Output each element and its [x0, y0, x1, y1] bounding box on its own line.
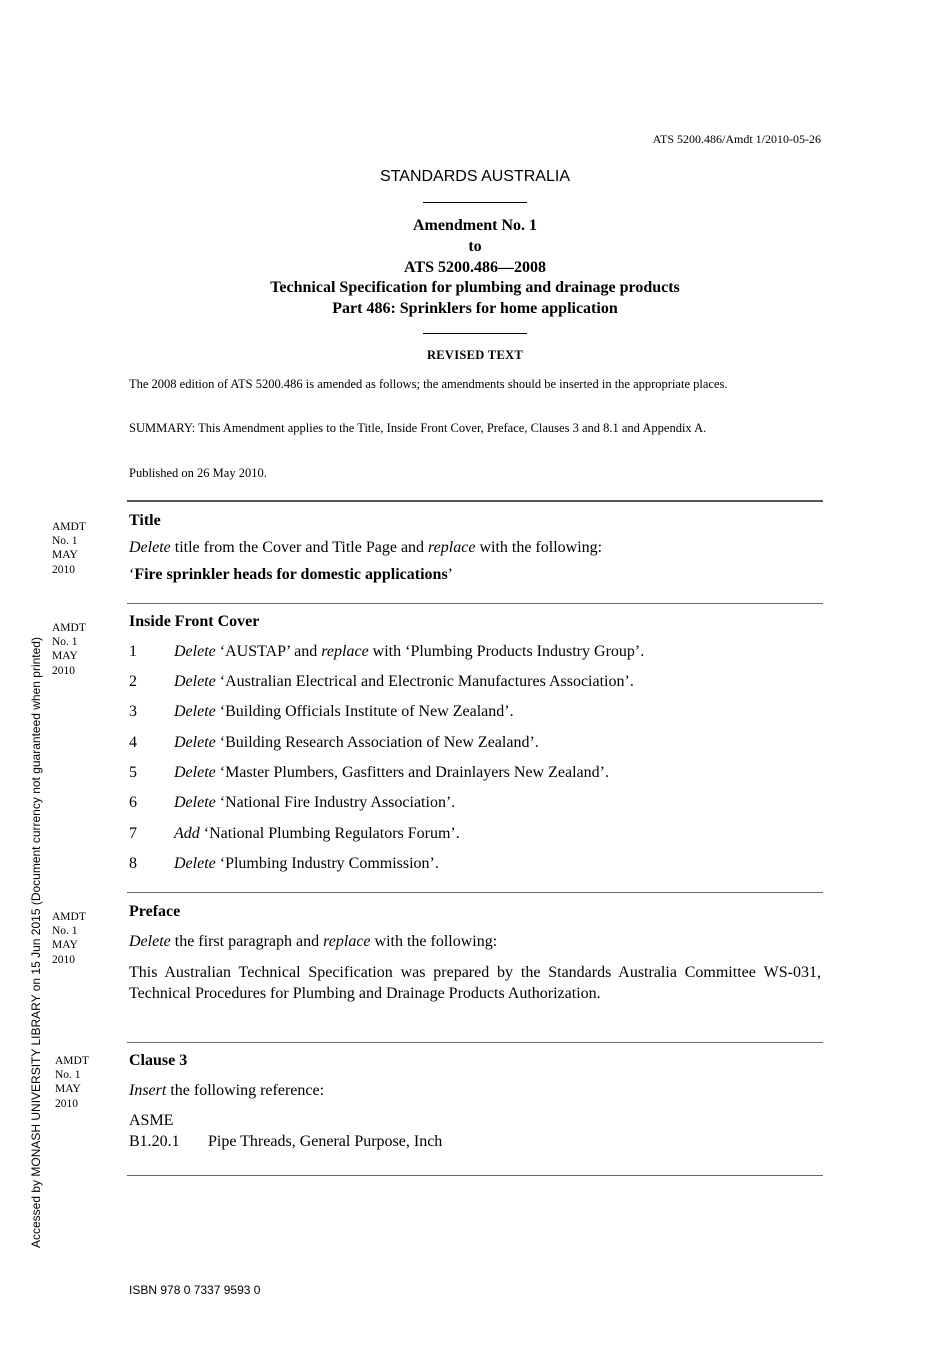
instruction-verb: Add	[174, 825, 200, 842]
instruction-text: the first paragraph and	[170, 933, 324, 950]
revised-text-heading: REVISED TEXT	[426, 348, 524, 362]
isbn: ISBN 978 0 7337 9593 0	[129, 1283, 261, 1297]
published-date: Published on 26 May 2010.	[129, 466, 267, 480]
instruction-text: with the following:	[475, 539, 603, 556]
list-item	[174, 734, 539, 752]
list-item	[174, 764, 609, 782]
new-title	[129, 566, 453, 584]
amdt-margin-note	[52, 621, 86, 678]
title-instruction	[129, 539, 602, 557]
title-line-spec: Technical Specification for plumbing and drainage products	[270, 279, 680, 297]
list-item-text: ‘National Fire Industry Association’.	[215, 794, 456, 811]
intro-paragraph: The 2008 edition of ATS 5200.486 is amended as follows; the amendments should be inserted in the appropriate places.	[129, 377, 728, 391]
section-rule	[127, 500, 823, 502]
instruction-verb: replace	[428, 539, 476, 556]
list-item	[174, 855, 439, 873]
amdt-number: No. 1	[52, 535, 78, 548]
amdt-year: 2010	[55, 1097, 78, 1110]
list-item-number: 6	[129, 794, 137, 811]
section-rule	[127, 892, 823, 893]
header-divider	[423, 202, 527, 203]
reference-code: B1.20.1	[129, 1133, 180, 1150]
amdt-month: MAY	[52, 650, 78, 663]
list-item-number: 5	[129, 764, 137, 781]
instruction-text: with the following:	[370, 933, 498, 950]
instruction-verb: Delete	[174, 703, 216, 720]
section-heading-clause-3: Clause 3	[129, 1052, 188, 1069]
instruction-verb: replace	[323, 933, 371, 950]
list-item-number: 2	[129, 673, 137, 690]
instruction-verb: Delete	[174, 764, 216, 781]
title-line-part: Part 486: Sprinklers for home application	[332, 300, 618, 318]
amdt-margin-note	[52, 910, 86, 967]
list-item	[174, 673, 634, 691]
list-item-text: with ‘Plumbing Products Industry Group’.	[368, 643, 645, 660]
amdt-month: MAY	[52, 939, 78, 952]
list-item	[174, 643, 644, 661]
instruction-verb: Delete	[174, 794, 216, 811]
amdt-year: 2010	[52, 664, 75, 677]
list-item-number: 8	[129, 855, 137, 872]
summary-paragraph: SUMMARY: This Amendment applies to the Title, Inside Front Cover, Preface, Clauses 3 and 8.1 and Appendix A.	[129, 421, 707, 435]
amendment-title-block	[0, 216, 950, 320]
section-heading-title: Title	[129, 512, 161, 529]
amdt-margin-note	[52, 520, 86, 577]
amdt-label: AMDT	[55, 1055, 89, 1067]
amdt-margin-note	[55, 1054, 89, 1111]
title-divider	[423, 333, 527, 334]
list-item-text: ‘Building Officials Institute of New Zealand’.	[215, 703, 514, 720]
title-line-amendment: Amendment No. 1	[413, 217, 537, 234]
list-item-text: ‘Plumbing Industry Commission’.	[215, 855, 439, 872]
section-heading-preface: Preface	[129, 903, 181, 920]
list-item	[174, 825, 460, 843]
list-item-text: ‘Australian Electrical and Electronic Manufactures Association’.	[215, 673, 634, 690]
list-item-text: ‘Master Plumbers, Gasfitters and Drainlayers New Zealand’.	[215, 764, 609, 781]
instruction-verb: Delete	[174, 673, 216, 690]
instruction-verb: Delete	[129, 539, 171, 556]
instruction-verb: Insert	[129, 1082, 167, 1099]
access-watermark: Accessed by MONASH UNIVERSITY LIBRARY on 15 Jun 2015 (Document currency not guaranteed when printed)	[29, 637, 43, 1248]
quote-mark: ’	[447, 566, 453, 583]
preface-instruction	[129, 933, 497, 951]
instruction-verb: Delete	[174, 734, 216, 751]
section-rule	[127, 1175, 823, 1176]
amdt-label: AMDT	[52, 911, 86, 923]
amdt-label: AMDT	[52, 622, 86, 634]
preface-replacement-text: This Australian Technical Specification was prepared by the Standards Australia Committee WS-031, Technical Procedures for Plumbing and Drainage Products Authorization.	[129, 964, 821, 1002]
title-line-standard: ATS 5200.486—2008	[404, 258, 546, 276]
reference-organization: ASME	[129, 1112, 174, 1129]
list-item-number: 3	[129, 703, 137, 720]
instruction-verb: replace	[321, 643, 369, 660]
amdt-month: MAY	[52, 549, 78, 562]
list-item-text: ‘AUSTAP’ and	[215, 643, 322, 660]
list-item	[174, 703, 514, 721]
title-line-to: to	[468, 237, 482, 255]
amdt-number: No. 1	[52, 925, 78, 938]
list-item-number: 1	[129, 643, 137, 660]
instruction-verb: Delete	[129, 933, 171, 950]
amdt-year: 2010	[52, 953, 75, 966]
amdt-month: MAY	[55, 1083, 81, 1096]
list-item-number: 4	[129, 734, 137, 751]
instruction-verb: Delete	[174, 855, 216, 872]
instruction-verb: Delete	[174, 643, 216, 660]
list-item-text: ‘National Plumbing Regulators Forum’.	[199, 825, 460, 842]
list-item-text: ‘Building Research Association of New Zealand’.	[215, 734, 539, 751]
section-heading-inside-front-cover: Inside Front Cover	[129, 613, 260, 630]
list-item	[174, 794, 455, 812]
amdt-year: 2010	[52, 563, 75, 576]
amdt-number: No. 1	[52, 636, 78, 649]
organization-name: STANDARDS AUSTRALIA	[380, 168, 570, 185]
new-title-text: Fire sprinkler heads for domestic applications	[134, 566, 448, 583]
document-id: ATS 5200.486/Amdt 1/2010-05-26	[652, 132, 821, 146]
quote-mark: ‘	[129, 566, 135, 583]
section-rule	[127, 1042, 823, 1043]
instruction-text: title from the Cover and Title Page and	[170, 539, 429, 556]
amdt-number: No. 1	[55, 1069, 81, 1082]
clause3-instruction	[129, 1082, 324, 1100]
amdt-label: AMDT	[52, 521, 86, 533]
reference-title: Pipe Threads, General Purpose, Inch	[208, 1133, 443, 1150]
list-item-number: 7	[129, 825, 137, 842]
instruction-text: the following reference:	[166, 1082, 325, 1099]
section-rule	[127, 603, 823, 604]
